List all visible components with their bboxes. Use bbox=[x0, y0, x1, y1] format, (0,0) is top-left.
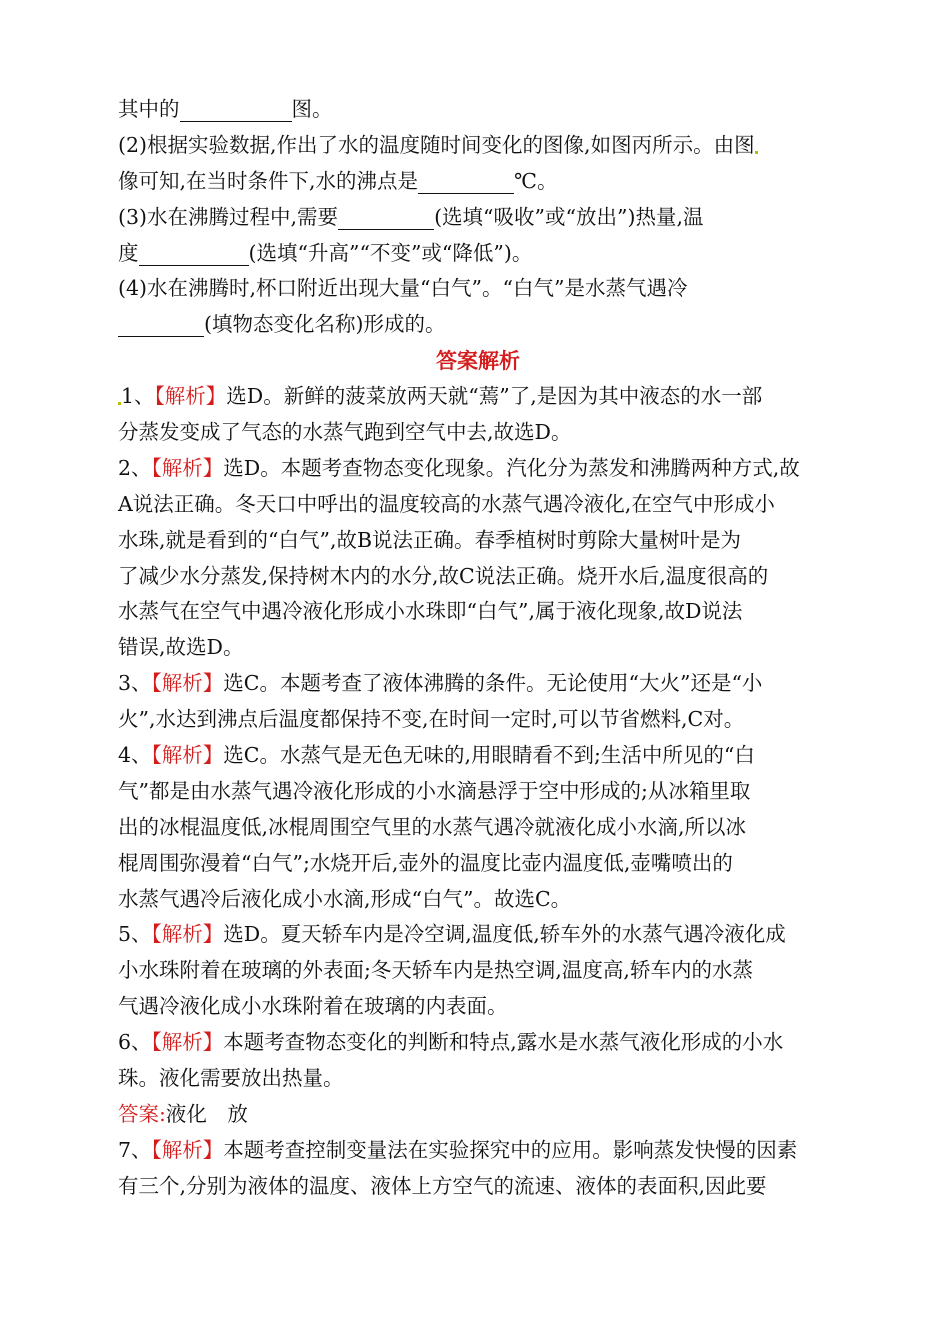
answer-6-answer-line bbox=[118, 1097, 838, 1133]
answer-6-line-1: 6、【解析】本题考查物态变化的判断和特点,露水是水蒸气液化形成的小水 bbox=[118, 1030, 784, 1055]
answer-6-line-2: 珠。液化需要放出热量。 bbox=[118, 1066, 344, 1091]
marker-dot bbox=[755, 151, 758, 154]
q3-line-2: 度 (选填“升高”“不变”或“降低”)。 bbox=[118, 240, 533, 265]
answer-5-line-1: 5、【解析】选D。夏天轿车内是冷空调,温度低,轿车外的水蒸气遇冷液化成 bbox=[118, 922, 786, 947]
answer-5-line-3: 气遇冷液化成小水珠附着在玻璃的内表面。 bbox=[118, 994, 508, 1019]
q1-tail-line bbox=[118, 92, 838, 128]
q1-prefix: 其中的 bbox=[118, 97, 180, 121]
analysis-tag: 【解析】 bbox=[151, 1030, 224, 1055]
answers-title: 答案解析 bbox=[436, 348, 520, 374]
fill-blank[interactable] bbox=[418, 171, 514, 194]
analysis-tag: 【解析】 bbox=[151, 1137, 224, 1162]
answer-5-line-2: 小水珠附着在玻璃的外表面;冬天轿车内是热空调,温度高,轿车内的水蒸 bbox=[118, 958, 753, 983]
analysis-tag: 【解析】 bbox=[151, 671, 224, 696]
answer-1-line-2: 分蒸发变成了气态的水蒸气跑到空气中去,故选D。 bbox=[118, 420, 572, 445]
answer-2-line-6: 错误,故选D。 bbox=[118, 635, 244, 660]
answer-4-line-4: 棍周围弥漫着“白气”;水烧开后,壶外的温度比壶内温度低,壶嘴喷出的 bbox=[118, 850, 733, 875]
answer-7-line-1: 7、【解析】本题考查控制变量法在实验探究中的应用。影响蒸发快慢的因素 bbox=[118, 1137, 798, 1162]
q1-suffix: 图。 bbox=[291, 97, 333, 121]
answer-2-line-2: A说法正确。冬天口中呼出的温度较高的水蒸气遇冷液化,在空气中形成小 bbox=[118, 491, 775, 516]
fill-blank[interactable] bbox=[338, 207, 434, 230]
answer-4-line-2: 气”都是由水蒸气遇冷液化形成的小水滴悬浮于空中形成的;从冰箱里取 bbox=[118, 778, 751, 803]
fill-blank[interactable] bbox=[139, 243, 249, 266]
analysis-tag: 【解析】 bbox=[151, 743, 224, 768]
answer-4-line-3: 出的冰棍温度低,冰棍周围空气里的水蒸气遇冷就液化成小水滴,所以冰 bbox=[118, 814, 747, 839]
fill-blank[interactable] bbox=[118, 314, 204, 337]
answer-label: 答案: bbox=[118, 1101, 166, 1126]
q2-line-2: 像可知,在当时条件下,水的沸点是 ℃。 bbox=[118, 168, 558, 193]
document-page bbox=[118, 92, 838, 1205]
analysis-tag: 【解析】 bbox=[151, 455, 224, 480]
q4-line-1: (4)水在沸腾时,杯口附近出现大量“白气”。“白气”是水蒸气遇冷 bbox=[118, 276, 688, 301]
answer-4-line-1: 4、【解析】选C。水蒸气是无色无味的,用眼睛看不到;生活中所见的“白 bbox=[118, 743, 755, 768]
answer-2-line-3: 水珠,就是看到的“白气”,故B说法正确。春季植树时剪除大量树叶是为 bbox=[118, 527, 742, 552]
q3-line-1: (3)水在沸腾过程中,需要 (选填“吸收”或“放出”)热量,温 bbox=[118, 204, 704, 229]
q4-line-2: (填物态变化名称)形成的。 bbox=[118, 307, 838, 343]
analysis-tag: 【解析】 bbox=[154, 384, 227, 409]
answer-2-line-5: 水蒸气在空气中遇冷液化形成小水珠即“白气”,属于液化现象,故D说法 bbox=[118, 599, 743, 624]
answer-2-line-1: 2、【解析】选D。本题考查物态变化现象。汽化分为蒸发和沸腾两种方式,故 bbox=[118, 455, 800, 480]
analysis-tag: 【解析】 bbox=[151, 922, 224, 947]
answer-7-line-2: 有三个,分别为液体的温度、液体上方空气的流速、液体的表面积,因此要 bbox=[118, 1173, 767, 1198]
answer-1-line-1: 1、【解析】选D。新鲜的菠菜放两天就“蔫”了,是因为其中液态的水一部 bbox=[118, 379, 838, 415]
fill-blank[interactable] bbox=[180, 99, 292, 122]
answer-2-line-4: 了减少水分蒸发,保持树木内的水分,故C说法正确。烧开水后,温度很高的 bbox=[118, 563, 769, 588]
answer-text: 液化 放 bbox=[165, 1101, 248, 1126]
answer-3-line-1: 3、【解析】选C。本题考查了液体沸腾的条件。无论使用“大火”还是“小 bbox=[118, 671, 763, 696]
q2-line-1: (2)根据实验数据,作出了水的温度随时间变化的图像,如图丙所示。由图 bbox=[118, 128, 838, 164]
answer-4-line-5: 水蒸气遇冷后液化成小水滴,形成“白气”。故选C。 bbox=[118, 886, 572, 911]
answer-3-line-2: 火”,水达到沸点后温度都保持不变,在时间一定时,可以节省燃料,C对。 bbox=[118, 707, 745, 732]
